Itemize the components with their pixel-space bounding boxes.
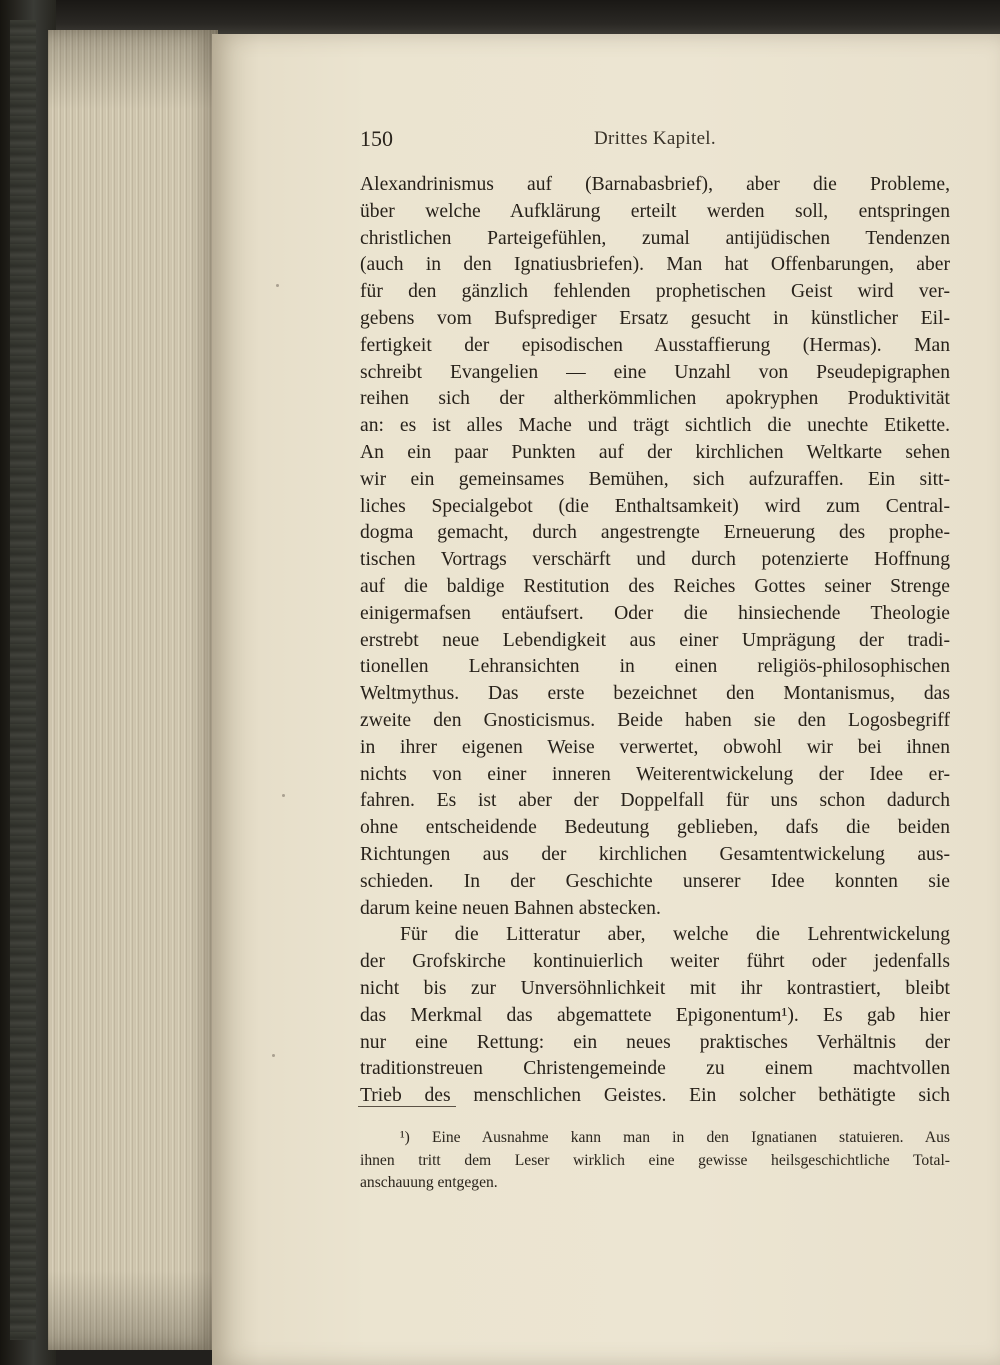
paper-speck (282, 794, 285, 797)
text-line: das Merkmal das abgemattete Epigonentum¹). Es gab hier (360, 1004, 950, 1026)
text-line: darum keine neuen Bahnen abstecken. (360, 897, 661, 919)
text-line: erstrebt neue Lebendigkeit aus einer Umprägung der tradi- (360, 629, 950, 651)
text-line: für den gänzlich fehlenden prophetischen Geist wird ver- (360, 281, 950, 303)
text-line: reihen sich der altherkömmlichen apokryphen Produktivität (360, 388, 950, 410)
text-line: fertigkeit der episodischen Ausstaffierung (Hermas). Man (360, 334, 950, 356)
text-line: fahren. Es ist aber der Doppelfall für uns schon dadurch (360, 790, 950, 812)
text-line: Für die Litteratur aber, welche die Lehrentwickelung (400, 924, 950, 946)
text-line: auf die baldige Restitution des Reiches Gottes seiner Strenge (360, 575, 950, 597)
page-number: 150 (360, 126, 393, 151)
cover-binding (10, 20, 36, 1340)
book-page (212, 34, 1000, 1365)
text-line: ohne entscheidende Bedeutung geblieben, dafs die beiden (360, 817, 950, 839)
body-text (360, 172, 950, 1110)
page-header (360, 126, 950, 156)
text-line: Trieb des menschlichen Geistes. Ein solcher bethätigte sich (360, 1085, 950, 1107)
text-line: liches Specialgebot (die Enthaltsamkeit) wird zum Central- (360, 495, 950, 517)
footnote-line: ihnen tritt dem Leser wirklich eine gewisse heilsgeschichtliche Total- (360, 1151, 950, 1169)
text-line: nicht bis zur Unversöhnlichkeit mit ihr kontrastiert, bleibt (360, 977, 950, 999)
text-line: Alexandrinismus auf (Barnabasbrief), aber die Probleme, (360, 174, 950, 195)
text-line: Richtungen aus der kirchlichen Gesamtentwickelung aus- (360, 843, 950, 865)
page-edges (48, 30, 218, 1350)
text-line: über welche Aufklärung erteilt werden soll, entspringen (360, 200, 950, 222)
text-line: wir ein gemeinsames Bemühen, sich aufzuraffen. Ein sitt- (360, 468, 950, 490)
text-line: schreibt Evangelien — eine Unzahl von Pseudepigraphen (360, 361, 950, 383)
text-line: der Grofskirche kontinuierlich weiter führt oder jedenfalls (360, 951, 950, 973)
text-line: gebens vom Bufsprediger Ersatz gesucht in künstlicher Eil- (360, 307, 950, 329)
footnote-line: ¹) Eine Ausnahme kann man in den Ignatianen statuieren. Aus (400, 1129, 950, 1146)
text-line: schieden. In der Geschichte unserer Idee konnten sie (360, 870, 950, 892)
text-line: in ihrer eigenen Weise verwertet, obwohl wir bei ihnen (360, 736, 950, 758)
footnote-line: anschauung entgegen. (360, 1174, 498, 1191)
text-line: dogma gemacht, durch angestrengte Erneuerung des prophe- (360, 522, 950, 544)
text-line: tischen Vortrags verschärft und durch potenzierte Hoffnung (360, 549, 950, 571)
text-line: nur eine Rettung: ein neues praktisches Verhältnis der (360, 1031, 950, 1053)
text-line: Weltmythus. Das erste bezeichnet den Montanismus, das (360, 683, 950, 705)
text-line: christlichen Parteigefühlen, zumal antijüdischen Tendenzen (360, 227, 950, 249)
text-line: traditionstreuen Christengemeinde zu einem machtvollen (360, 1058, 950, 1080)
footnotes (360, 1127, 950, 1195)
top-shadow (0, 0, 1000, 34)
paper-speck (272, 1054, 275, 1057)
text-line: einigermafsen entäufsert. Oder die hinsiechende Theologie (360, 602, 950, 624)
text-line: an: es ist alles Mache und trägt sichtlich die unechte Etikette. (360, 415, 950, 437)
running-head: Drittes Kapitel. (594, 128, 716, 149)
text-line: nichts von einer inneren Weiterentwickelung der Idee er- (360, 763, 950, 785)
footnote-divider (358, 1106, 456, 1107)
text-line: An ein paar Punkten auf der kirchlichen Weltkarte sehen (360, 441, 950, 463)
text-line: tionellen Lehransichten in einen religiös-philosophischen (360, 656, 950, 678)
text-line: zweite den Gnosticismus. Beide haben sie den Logosbegriff (360, 709, 950, 731)
text-line: (auch in den Ignatiusbriefen). Man hat Offenbarungen, aber (360, 254, 950, 276)
paper-speck (276, 284, 279, 287)
